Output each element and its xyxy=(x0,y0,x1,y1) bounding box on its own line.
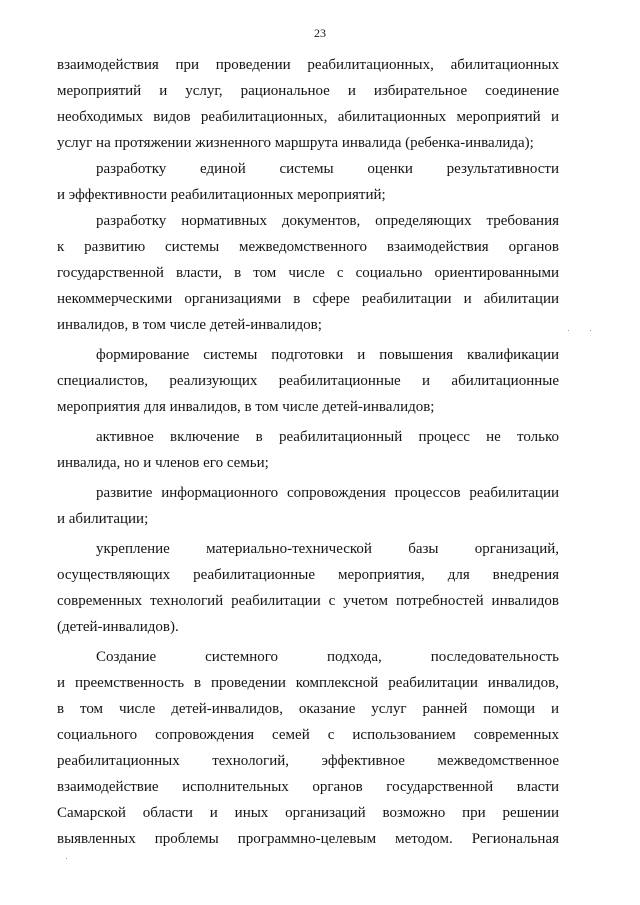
text-line: реабилитационных технологий, эффективное межведомственное xyxy=(57,753,559,769)
text-line: Создание системного подхода, последовательность xyxy=(96,649,559,665)
page-number: 23 xyxy=(314,26,326,40)
text-line: необходимых видов реабилитационных, абилитационных мероприятий и xyxy=(57,109,559,125)
text-line: взаимодействия при проведении реабилитационных, абилитационных xyxy=(57,57,559,73)
text-line: и эффективности реабилитационных мероприятий; xyxy=(57,187,386,203)
text-line: осуществляющих реабилитационные мероприятия, для внедрения xyxy=(57,567,559,583)
text-line: современных технологий реабилитации с учетом потребностей инвалидов xyxy=(57,593,559,609)
text-line: в том числе детей-инвалидов, оказание услуг ранней помощи и xyxy=(57,701,559,717)
text-line: к развитию системы межведомственного взаимодействия органов xyxy=(57,239,559,255)
text-line: и преемственность в проведении комплексной реабилитации инвалидов, xyxy=(57,675,559,691)
text-line: активное включение в реабилитационный процесс не только xyxy=(96,429,559,445)
text-line: государственной власти, в том числе с социально ориентированными xyxy=(57,265,559,281)
text-line: мероприятия для инвалидов, в том числе детей-инвалидов; xyxy=(57,399,435,415)
text-line: мероприятий и услуг, рациональное и избирательное соединение xyxy=(57,83,559,99)
scan-speck xyxy=(66,858,67,859)
text-line: инвалидов, в том числе детей-инвалидов; xyxy=(57,317,322,333)
text-line: разработку нормативных документов, определяющих требования xyxy=(96,213,559,229)
text-line: некоммерческими организациями в сфере реабилитации и абилитации xyxy=(57,291,559,307)
text-line: услуг на протяжении жизненного маршрута инвалида (ребенка-инвалида); xyxy=(57,135,534,151)
scan-speck xyxy=(568,330,569,331)
text-line: социального сопровождения семей с использованием современных xyxy=(57,727,559,743)
text-line: (детей-инвалидов). xyxy=(57,619,179,635)
text-line: укрепление материально-технической базы организаций, xyxy=(96,541,559,557)
text-line: взаимодействие исполнительных органов государственной власти xyxy=(57,779,559,795)
text-line: специалистов, реализующих реабилитационные и абилитационные xyxy=(57,373,559,389)
text-line: инвалида, но и членов его семьи; xyxy=(57,455,269,471)
text-line: формирование системы подготовки и повышения квалификации xyxy=(96,347,559,363)
text-line: выявленных проблемы программно-целевым методом. Региональная xyxy=(57,831,559,847)
text-line: разработку единой системы оценки результативности xyxy=(96,161,559,177)
scan-speck xyxy=(590,330,591,331)
text-line: развитие информационного сопровождения процессов реабилитации xyxy=(96,485,559,501)
text-line: Самарской области и иных организаций возможно при решении xyxy=(57,805,559,821)
text-line: и абилитации; xyxy=(57,511,149,527)
